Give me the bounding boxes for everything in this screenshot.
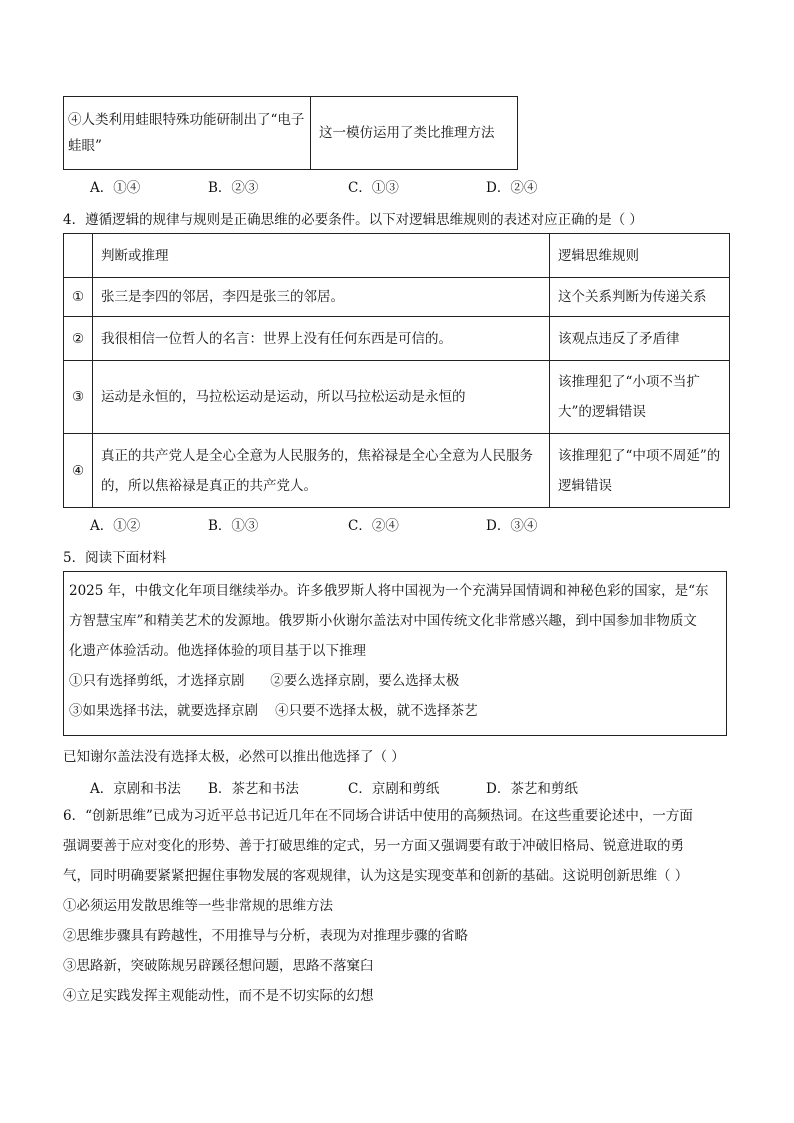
q5-material-box bbox=[63, 571, 727, 736]
q6-block bbox=[63, 801, 733, 1011]
q4-row-rule: 该观点违反了矛盾律 bbox=[550, 317, 730, 361]
q5-option-a[interactable]: A．京剧和书法 bbox=[90, 781, 181, 797]
q3-row-right: 这一模仿运用了类比推理方法 bbox=[311, 97, 518, 170]
q3-option-a[interactable]: A．①④ bbox=[90, 180, 141, 196]
q5-option-b[interactable]: B．茶艺和书法 bbox=[208, 781, 299, 797]
q4-row-num: ④ bbox=[64, 434, 93, 508]
q5-question: 已知谢尔盖法没有选择太极，必然可以推出他选择了（ ） bbox=[63, 749, 405, 765]
q4-options bbox=[90, 514, 537, 534]
q6-stem-line: 6．“创新思维”已成为习近平总书记近几年在不同场合讲话中使用的高频热词。在这些重要论述中，一方面 bbox=[63, 808, 693, 824]
q5-material-line: 2025 年，中俄文化年项目继续举办。许多俄罗斯人将中国视为一个充满异国情调和神秘色彩的国家，是“东 bbox=[69, 583, 709, 599]
q6-statement: ②思维步骤具有跨越性，不用推导与分析，表现为对推理步骤的省略 bbox=[63, 928, 468, 944]
q4-header-judgment: 判断或推理 bbox=[93, 234, 550, 278]
q5-material-line: 化遗产体验活动。他选择体验的项目基于以下推理 bbox=[69, 643, 366, 659]
q4-option-a[interactable]: A．①② bbox=[90, 518, 141, 534]
q5-options bbox=[90, 777, 578, 797]
q6-stem-line: 气，同时明确要紧紧把握住事物发展的客观规律，认为这是实现变革和创新的基础。这说明创新思维（ ） bbox=[63, 868, 689, 884]
table-row bbox=[64, 317, 730, 361]
table-row bbox=[64, 434, 730, 508]
q5-stem: 5．阅读下面材料 bbox=[63, 550, 167, 566]
q4-option-b[interactable]: B．①③ bbox=[208, 518, 259, 534]
q3-option-c[interactable]: C．①③ bbox=[348, 180, 399, 196]
q5-option-c[interactable]: C．京剧和剪纸 bbox=[348, 781, 440, 797]
q4-header-rule: 逻辑思维规则 bbox=[550, 234, 730, 278]
q3-options bbox=[90, 176, 537, 196]
q5-premise-line: ①只有选择剪纸，才选择京剧 ②要么选择京剧，要么选择太极 bbox=[69, 673, 460, 689]
q3-row-left: ④人类利用蛙眼特殊功能研制出了“电子蛙眼” bbox=[64, 97, 311, 170]
q6-statement: ④立足实践发挥主观能动性，而不是不切实际的幻想 bbox=[63, 988, 374, 1004]
q3-option-b[interactable]: B．②③ bbox=[208, 180, 259, 196]
table-row bbox=[64, 278, 730, 317]
q5-material-line: 方智慧宝库”和精美艺术的发源地。俄罗斯小伙谢尔盖法对中国传统文化非常感兴趣，到中国参加非物质文 bbox=[69, 613, 697, 629]
q4-option-c[interactable]: C．②④ bbox=[348, 518, 399, 534]
q3-tail-table bbox=[63, 96, 518, 170]
q4-row-rule: 该推理犯了“小项不当扩大”的逻辑错误 bbox=[550, 361, 730, 434]
q4-row-text: 运动是永恒的，马拉松运动是运动，所以马拉松运动是永恒的 bbox=[93, 361, 550, 434]
q4-table bbox=[63, 233, 730, 508]
q6-statement: ③思路新，突破陈规另辟蹊径想问题，思路不落窠臼 bbox=[63, 958, 374, 974]
q4-row-text: 我很相信一位哲人的名言：世界上没有任何东西是可信的。 bbox=[93, 317, 550, 361]
q5-premise-line: ③如果选择书法，就要选择京剧 ④只要不选择太极，就不选择茶艺 bbox=[69, 703, 478, 719]
q4-row-rule: 这个关系判断为传递关系 bbox=[550, 278, 730, 317]
q4-row-num: ③ bbox=[64, 361, 93, 434]
q4-stem: 4．遵循逻辑的规律与规则是正确思维的必要条件。以下对逻辑思维规则的表述对应正确的是（ ） bbox=[63, 212, 643, 228]
q5-option-d[interactable]: D．茶艺和剪纸 bbox=[486, 781, 578, 797]
q4-row-rule: 该推理犯了“中项不周延”的逻辑错误 bbox=[550, 434, 730, 508]
q3-option-d[interactable]: D．②④ bbox=[486, 180, 538, 196]
table-row bbox=[64, 361, 730, 434]
q4-row-num: ① bbox=[64, 278, 93, 317]
q4-row-text: 张三是李四的邻居，李四是张三的邻居。 bbox=[93, 278, 550, 317]
q4-row-text: 真正的共产党人是全心全意为人民服务的，焦裕禄是全心全意为人民服务的，所以焦裕禄是真正的共产党人。 bbox=[93, 434, 550, 508]
q4-header-num bbox=[64, 234, 93, 278]
q4-option-d[interactable]: D．③④ bbox=[486, 518, 538, 534]
q6-stem-line: 强调要善于应对变化的形势、善于打破思维的定式，另一方面又强调要有敢于冲破旧格局、锐意进取的勇 bbox=[63, 838, 684, 854]
q4-row-num: ② bbox=[64, 317, 93, 361]
q6-statement: ①必须运用发散思维等一些非常规的思维方法 bbox=[63, 898, 333, 914]
